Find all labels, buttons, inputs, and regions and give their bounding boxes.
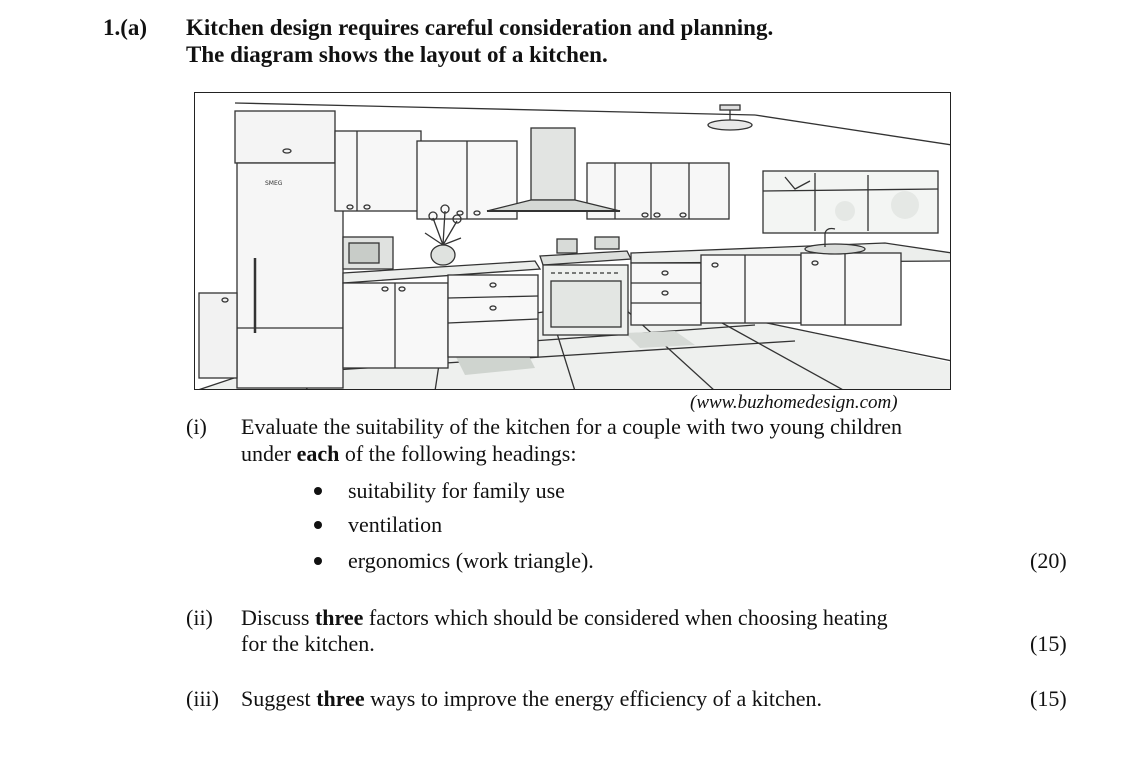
- bullet-item: suitability for family use: [348, 478, 565, 503]
- fridge-unit: [199, 111, 343, 388]
- base-units-right: [631, 243, 951, 325]
- part-iii-line-1: [241, 686, 822, 712]
- oven-range: [540, 237, 631, 335]
- part-iii-line-1-pre: Suggest: [241, 686, 317, 711]
- part-i-line-2-pre: under: [241, 441, 297, 466]
- part-ii-line-1-post: factors which should be considered when choosing heating: [363, 605, 888, 630]
- part-i-label: (i): [186, 414, 207, 439]
- part-i-line-1: Evaluate the suitability of the kitchen for a couple with two young children: [241, 414, 903, 439]
- base-units-left: [343, 261, 540, 368]
- question-number: 1.(a): [103, 15, 148, 40]
- bullet-item: ventilation: [348, 512, 443, 537]
- part-iii-marks: (15): [1030, 686, 1067, 711]
- part-iii-emphasis: three: [316, 686, 365, 711]
- part-i-emphasis: each: [296, 441, 340, 466]
- part-iii-line-1-post: ways to improve the energy efficiency of a kitchen.: [364, 686, 823, 711]
- figure-caption: (www.buzhomedesign.com): [690, 392, 898, 413]
- part-ii-line-1: [241, 605, 888, 631]
- kitchen-sketch: [195, 93, 951, 390]
- ceiling-light: [708, 105, 752, 130]
- fridge-brand: SMEG: [265, 180, 283, 187]
- bullet-icon: [314, 487, 322, 495]
- part-iii-label: (iii): [186, 686, 219, 711]
- part-ii-line-1-pre: Discuss: [241, 605, 315, 630]
- intro-line-1: Kitchen design requires careful consideration and planning.: [186, 15, 774, 40]
- part-ii-marks: (15): [1030, 631, 1067, 656]
- bullet-item: ergonomics (work triangle).: [348, 548, 594, 573]
- intro-line-2: The diagram shows the layout of a kitchen.: [186, 42, 608, 67]
- part-i-line-2-post: of the following headings:: [339, 441, 577, 466]
- part-i-line-2: [241, 441, 576, 467]
- part-ii-line-2: for the kitchen.: [241, 631, 375, 656]
- kitchen-illustration: [194, 92, 951, 390]
- part-ii-emphasis: three: [314, 605, 364, 630]
- kitchen-windows: [763, 171, 938, 233]
- bullet-icon: [314, 557, 322, 565]
- bullet-icon: [314, 521, 322, 529]
- part-ii-label: (ii): [186, 605, 213, 630]
- microwave: [343, 237, 393, 269]
- part-i-marks: (20): [1030, 548, 1067, 573]
